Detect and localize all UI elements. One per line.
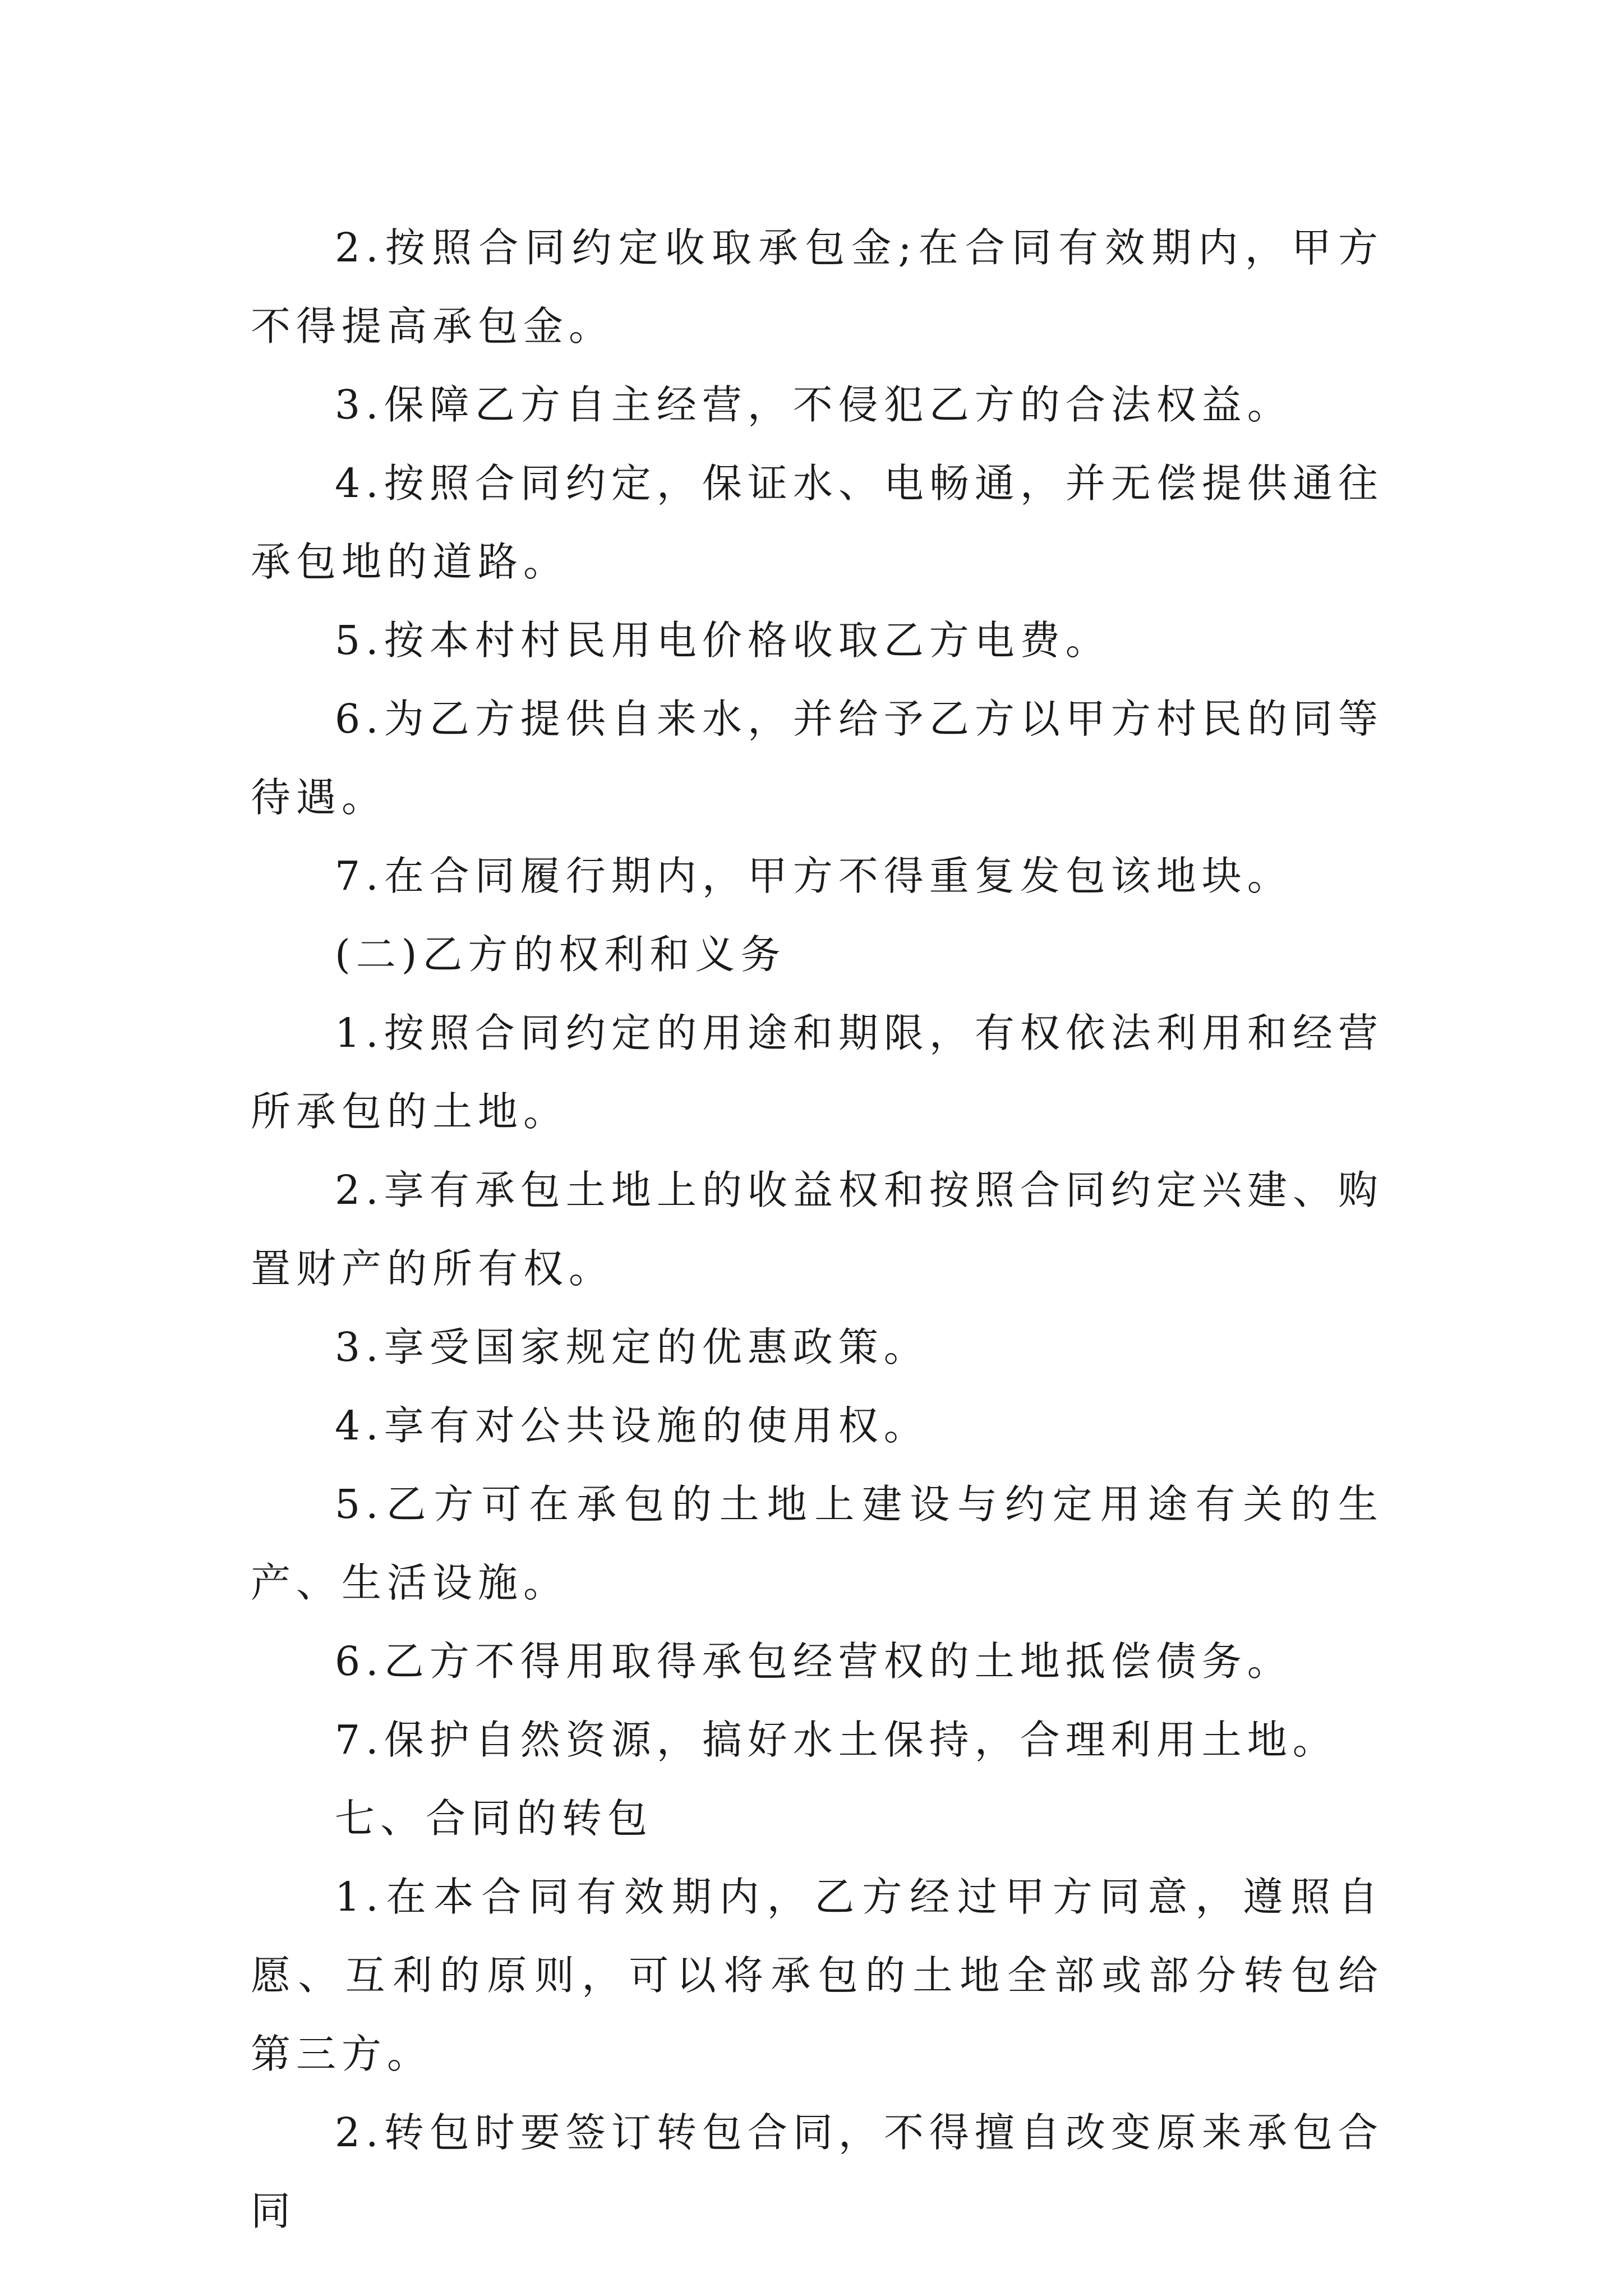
paragraph: 1.在本合同有效期内，乙方经过甲方同意，遵照自愿、互利的原则，可以将承包的土地全部或部分转包给第三方。 — [251, 1874, 1384, 2077]
paragraph: 5.按本村村民用电价格收取乙方电费。 — [335, 617, 1111, 664]
paragraph: 2.转包时要签订转包合同，不得擅自改变原来承包合同 — [251, 2109, 1384, 2234]
paragraph: 4.享有对公共设施的使用权。 — [335, 1402, 929, 1449]
paragraph: 6.为乙方提供自来水，并给予乙方以甲方村民的同等待遇。 — [251, 696, 1384, 821]
paragraph: 7.在合同履行期内，甲方不得重复发包该地块。 — [335, 853, 1293, 899]
paragraph: 2.享有承包土地上的收益权和按照合同约定兴建、购置财产的所有权。 — [251, 1167, 1384, 1292]
paragraph: 6.乙方不得用取得承包经营权的土地抵偿债务。 — [335, 1638, 1293, 1685]
paragraph: 3.保障乙方自主经营，不侵犯乙方的合法权益。 — [335, 381, 1293, 428]
paragraph: 3.享受国家规定的优惠政策。 — [335, 1324, 929, 1370]
paragraph: 7.保护自然资源，搞好水土保持，合理利用土地。 — [335, 1717, 1338, 1763]
paragraph: 1.按照合同约定的用途和期限，有权依法利用和经营所承包的土地。 — [251, 1010, 1384, 1135]
paragraph: 4.按照合同约定，保证水、电畅通，并无偿提供通往承包地的道路。 — [251, 460, 1384, 585]
section-heading: (二)乙方的权利和义务 — [335, 931, 786, 978]
paragraph: 5.乙方可在承包的土地上建设与约定用途有关的生产、生活设施。 — [251, 1481, 1384, 1606]
paragraph: 2.按照合同约定收取承包金;在合同有效期内，甲方不得提高承包金。 — [251, 224, 1384, 349]
section-heading: 七、合同的转包 — [335, 1795, 653, 1842]
document-body — [251, 209, 1384, 2251]
